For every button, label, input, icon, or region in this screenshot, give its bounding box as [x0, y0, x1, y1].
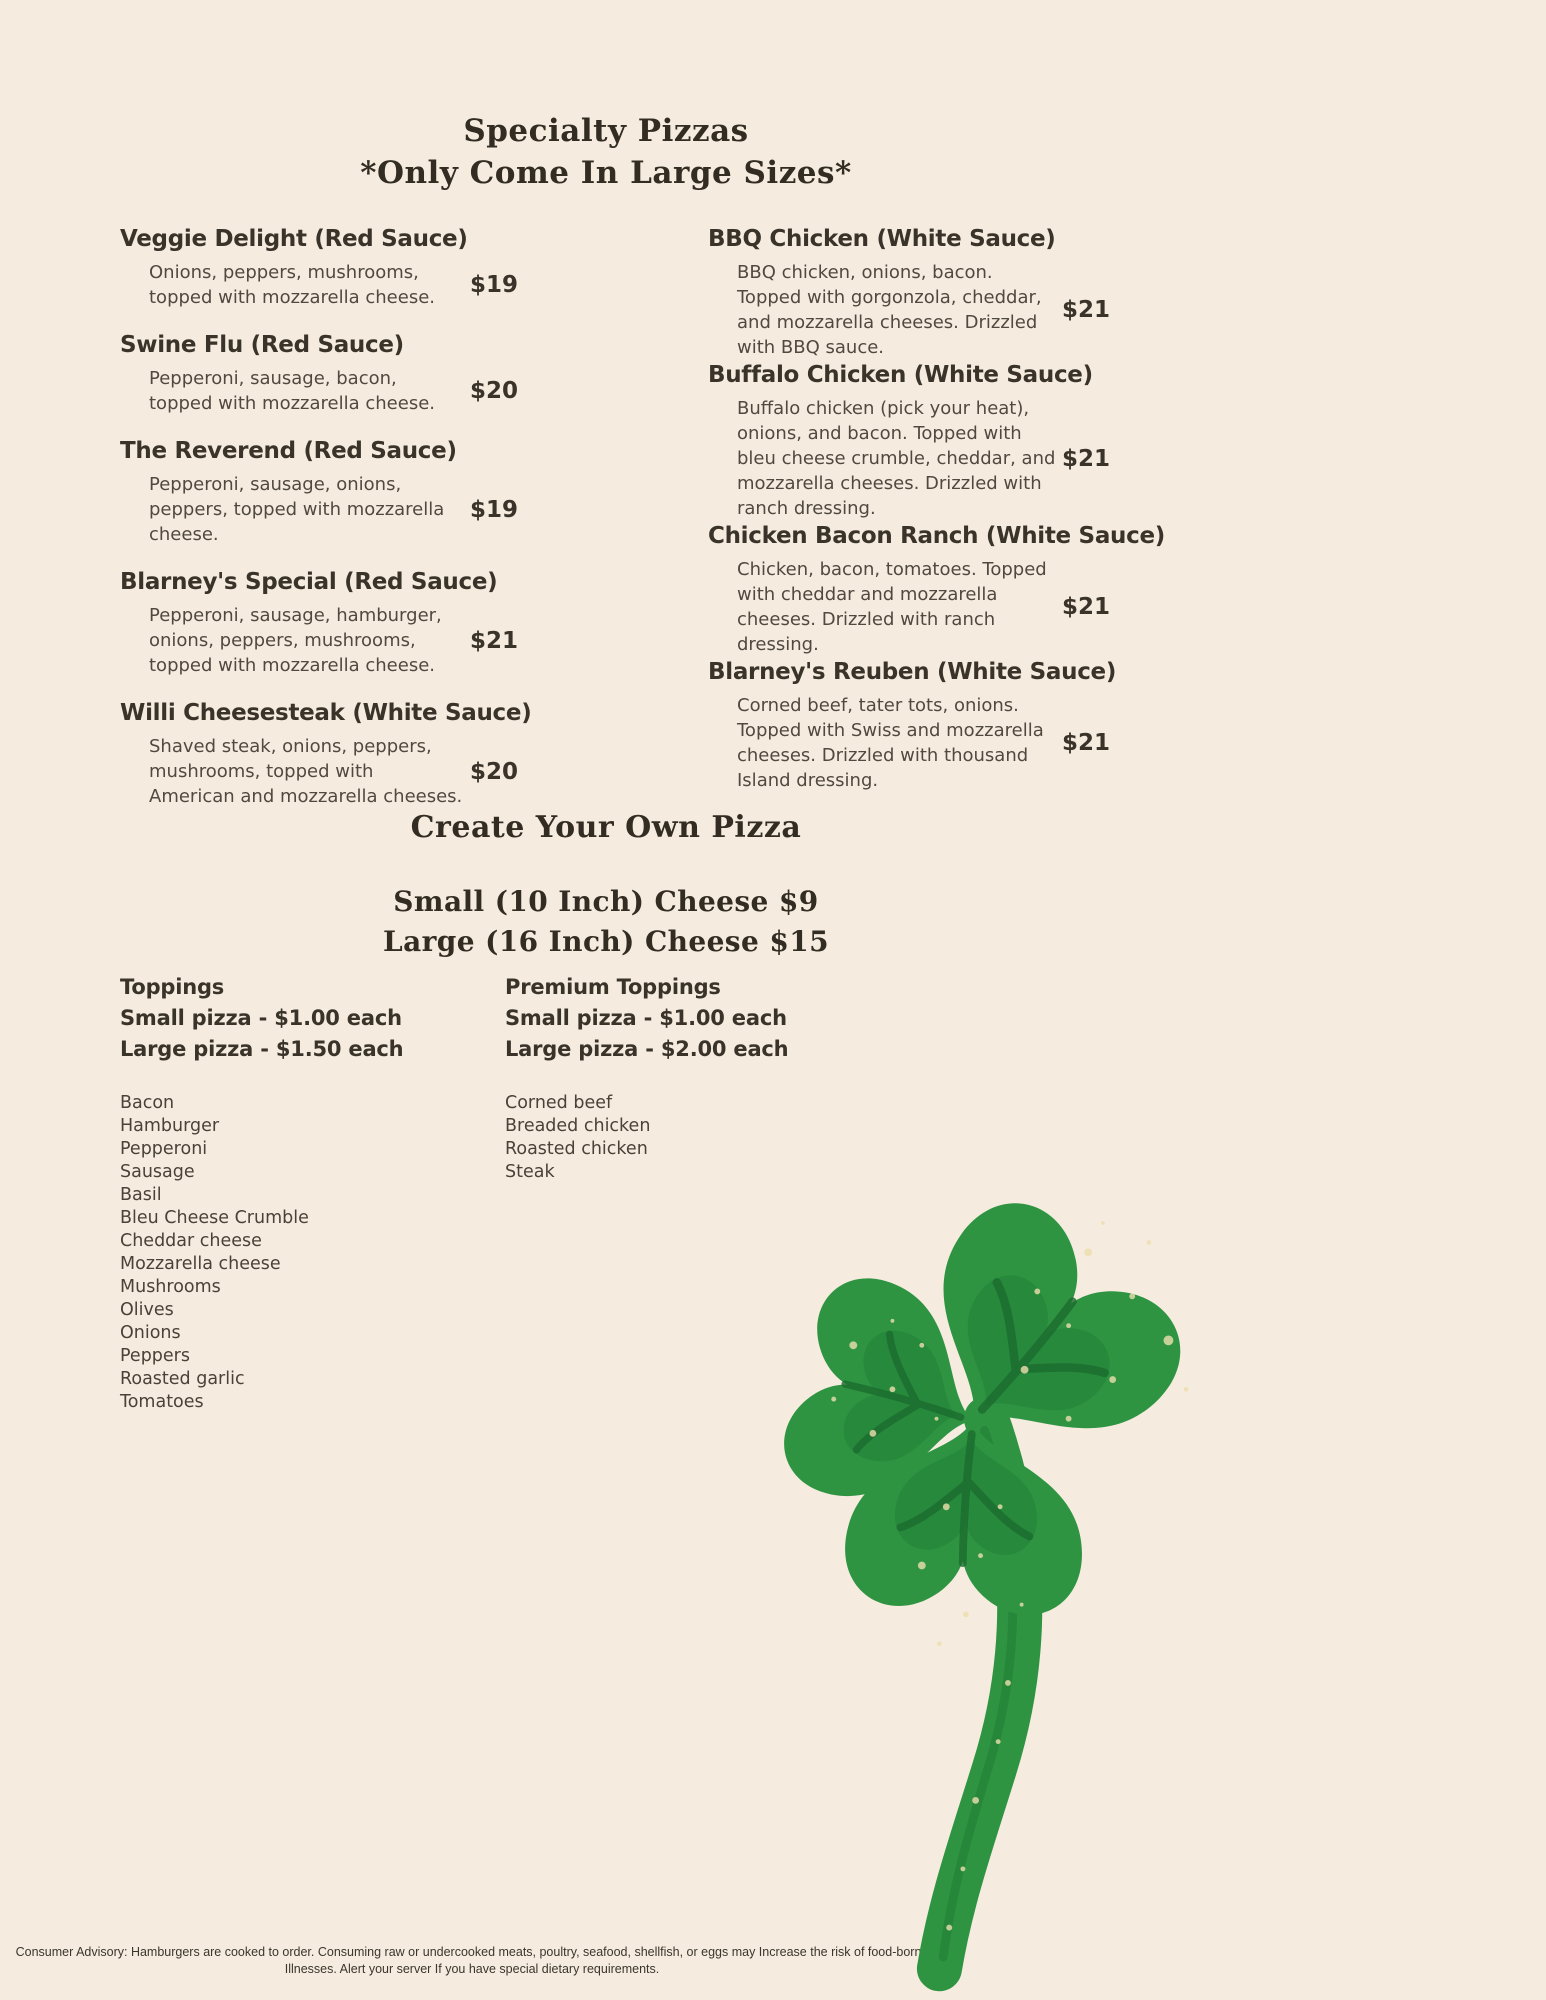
advisory-line-2: Illnesses. Alert your server If you have special dietary requirements.: [284, 1962, 660, 1976]
topping-item: Onions: [120, 1323, 181, 1343]
size-small-line: Small (10 Inch) Cheese $9: [393, 885, 819, 918]
toppings-large-price: Large pizza - $1.50 each: [120, 1037, 404, 1061]
toppings-list: [120, 1092, 490, 1414]
topping-item: Mushrooms: [120, 1277, 221, 1297]
menu-item-name: Chicken Bacon Ranch (White Sauce): [708, 523, 1165, 549]
topping-item: Basil: [120, 1185, 162, 1205]
specialty-left-column: [120, 224, 532, 829]
topping-item: Olives: [120, 1300, 174, 1320]
menu-item-price: $21: [1061, 297, 1110, 323]
menu-item-description: Shaved steak, onions, peppers, mushrooms, topped with American and mozzarella cheeses.: [149, 736, 463, 807]
menu-item: [120, 330, 518, 416]
menu-item-row: [708, 396, 1110, 521]
menu-item-name: The Reverend (Red Sauce): [120, 438, 457, 464]
menu-item-name: Blarney's Special (Red Sauce): [120, 569, 498, 595]
toppings-small-price: Small pizza - $1.00 each: [120, 1006, 402, 1030]
menu-item-description: Onions, peppers, mushrooms, topped with mozzarella cheese.: [149, 262, 435, 308]
premium-toppings-heading: Premium Toppings: [505, 975, 721, 999]
toppings-column: [120, 972, 490, 1414]
shamrock-icon: [775, 1086, 1235, 1998]
topping-item: Tomatoes: [120, 1392, 204, 1412]
menu-item-row: [120, 260, 518, 310]
menu-item: [120, 567, 518, 678]
topping-item: Breaded chicken: [505, 1116, 651, 1136]
menu-item: [708, 657, 1117, 793]
menu-item-price: $19: [469, 272, 518, 298]
topping-item: Peppers: [120, 1346, 190, 1366]
menu-item-price: $21: [1061, 730, 1110, 756]
topping-item: Steak: [505, 1162, 555, 1182]
advisory-line-1: Consumer Advisory: Hamburgers are cooked to order. Consuming raw or undercooked meats, poultry, seafood, shellfish, or eggs may Increase the risk of food-borne: [15, 1945, 929, 1959]
menu-item: [708, 360, 1110, 521]
menu-item: [708, 521, 1165, 657]
menu-header: [0, 110, 1212, 194]
toppings-heading: Toppings: [120, 975, 225, 999]
menu-item-price: $20: [469, 378, 518, 404]
page-title: Specialty Pizzas: [463, 113, 749, 149]
topping-item: Mozzarella cheese: [120, 1254, 281, 1274]
menu-item-description: BBQ chicken, onions, bacon. Topped with gorgonzola, cheddar, and mozzarella cheeses. Drizzled with BBQ sauce.: [737, 262, 1042, 358]
menu-item-row: [708, 260, 1110, 360]
menu-item: [120, 224, 518, 310]
premium-toppings-small-price: Small pizza - $1.00 each: [505, 1006, 787, 1030]
menu-item-name: Blarney's Reuben (White Sauce): [708, 659, 1117, 685]
menu-item-price: $21: [1061, 594, 1110, 620]
menu-item-description: Chicken, bacon, tomatoes. Topped with cheddar and mozzarella cheeses. Drizzled with ranch dressing.: [737, 559, 1047, 655]
menu-item-price: $20: [469, 758, 518, 785]
menu-item-description: Corned beef, tater tots, onions. Topped with Swiss and mozzarella cheeses. Drizzled with thousand Island dressing.: [737, 695, 1044, 791]
topping-item: Corned beef: [505, 1093, 613, 1113]
topping-item: Roasted chicken: [505, 1139, 648, 1159]
menu-item-row: [120, 734, 518, 809]
menu-item-row: [708, 693, 1110, 793]
topping-item: Cheddar cheese: [120, 1231, 262, 1251]
menu-item-price: $19: [469, 496, 518, 523]
size-large-line: Large (16 Inch) Cheese $15: [383, 925, 829, 958]
menu-item-description: Buffalo chicken (pick your heat), onions, and bacon. Topped with bleu cheese crumble, cheddar, and mozzarella cheeses. Drizzled with ranch dressing.: [737, 398, 1056, 519]
menu-item-price: $21: [1061, 445, 1110, 472]
topping-item: Bacon: [120, 1093, 175, 1113]
menu-item-description: Pepperoni, sausage, bacon, topped with mozzarella cheese.: [149, 368, 435, 414]
premium-toppings-large-price: Large pizza - $2.00 each: [505, 1037, 789, 1061]
menu-item-row: [120, 603, 518, 678]
topping-item: Roasted garlic: [120, 1369, 245, 1389]
menu-item: [120, 436, 518, 547]
topping-item: Pepperoni: [120, 1139, 208, 1159]
menu-item-name: BBQ Chicken (White Sauce): [708, 226, 1056, 252]
page-subtitle: *Only Come In Large Sizes*: [360, 155, 852, 191]
topping-item: Sausage: [120, 1162, 195, 1182]
menu-item: [120, 698, 532, 809]
menu-item-name: Veggie Delight (Red Sauce): [120, 226, 468, 252]
create-your-own-sizes: [0, 882, 1212, 962]
topping-item: Bleu Cheese Crumble: [120, 1208, 309, 1228]
menu-item-name: Swine Flu (Red Sauce): [120, 332, 404, 358]
menu-item-name: Willi Cheesesteak (White Sauce): [120, 700, 532, 726]
menu-item-description: Pepperoni, sausage, hamburger, onions, peppers, mushrooms, topped with mozzarella cheese.: [149, 605, 442, 676]
menu-item-name: Buffalo Chicken (White Sauce): [708, 362, 1093, 388]
menu-item-price: $21: [469, 627, 518, 654]
menu-item-description: Pepperoni, sausage, onions, peppers, topped with mozzarella cheese.: [149, 474, 445, 545]
menu-item-row: [708, 557, 1110, 657]
menu-item-row: [120, 472, 518, 547]
menu-item-row: [120, 366, 518, 416]
create-your-own-title: Create Your Own Pizza: [410, 810, 802, 845]
menu-item: [708, 224, 1110, 360]
topping-item: Hamburger: [120, 1116, 220, 1136]
specialty-right-column: [708, 224, 1165, 793]
